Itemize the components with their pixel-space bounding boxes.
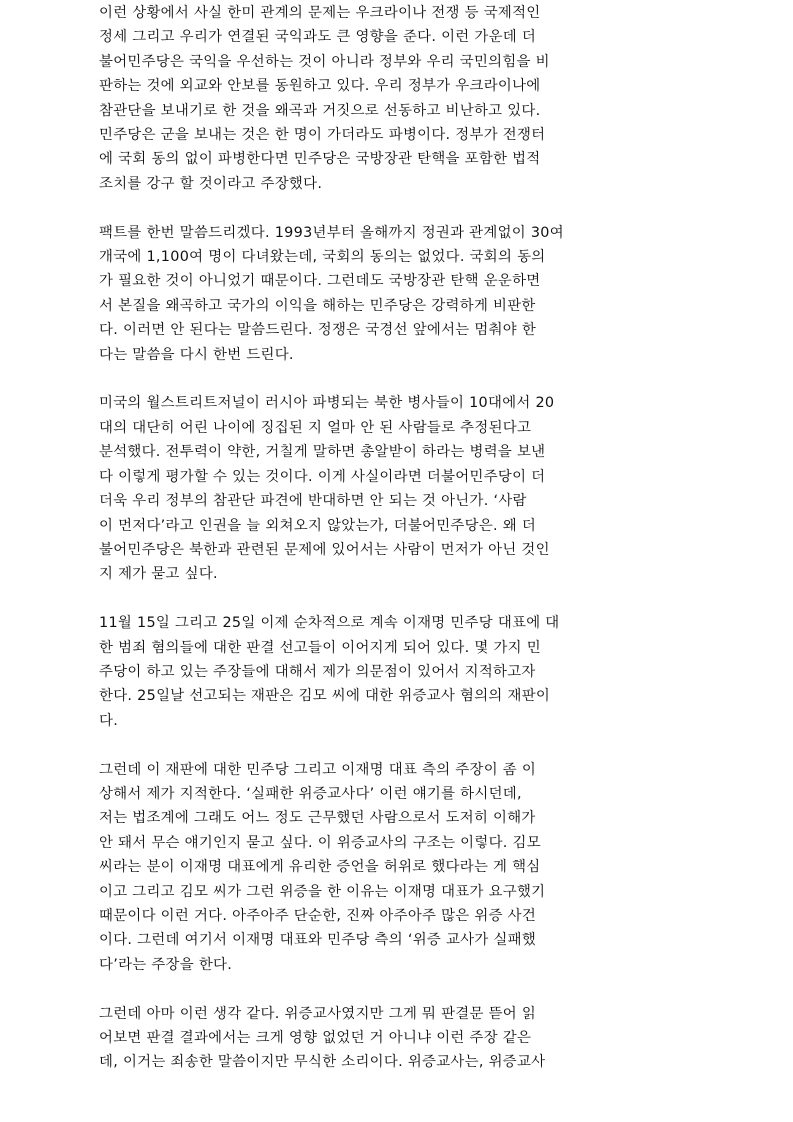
paragraph-1 <box>99 0 691 196</box>
paragraph-4 <box>99 611 691 733</box>
text-line: 데, 이거는 죄송한 말씀이지만 무식한 소리이다. 위증교사는, 위증교사 <box>99 1054 546 1071</box>
text-line: 다 이렇게 평가할 수 있는 것이다. 이게 사실이라면 더불어민주당이 더 <box>99 468 546 485</box>
text-line: 대의 대단히 어린 나이에 징집된 지 얼마 안 된 사람들로 추정된다고 <box>99 419 532 436</box>
paragraph-2 <box>99 221 691 367</box>
text-line: 주당이 하고 있는 주장들에 대해서 제가 의문점이 있어서 지적하고자 <box>99 663 536 680</box>
text-line: 다’라는 주장을 한다. <box>99 956 233 973</box>
text-line: 정세 그리고 우리가 연결된 국익과도 큰 영향을 준다. 이런 가운데 더 <box>99 29 537 46</box>
text-line: 그런데 아마 이런 생각 같다. 위증교사였지만 그게 뭐 판결문 뜯어 읽 <box>99 1005 537 1022</box>
text-line: 안 돼서 무슨 얘기인지 묻고 싶다. 이 위증교사의 구조는 이렇다. 김모 <box>99 834 541 851</box>
text-line: 이 먼저다’라고 인권을 늘 외쳐오지 않았는가, 더불어민주당은. 왜 더 <box>99 517 537 534</box>
text-line: 민주당은 군을 보내는 것은 한 명이 가더라도 파병이다. 정부가 전쟁터 <box>99 127 546 144</box>
text-line: 그런데 이 재판에 대한 민주당 그리고 이재명 대표 측의 주장이 좀 이 <box>99 761 537 778</box>
paragraph-3 <box>99 391 691 586</box>
text-line: 서 본질을 왜곡하고 국가의 이익을 해하는 민주당은 강력하게 비판한 <box>99 297 536 314</box>
text-line: 판하는 것에 외교와 안보를 동원하고 있다. 우리 정부가 우크라이나에 <box>99 78 541 95</box>
text-line: 이다. 그런데 여기서 이재명 대표와 민주당 측의 ‘위증 교사가 실패했 <box>99 932 537 949</box>
text-line: 가 필요한 것이 아니었기 때문이다. 그런데도 국방장관 탄핵 운운하면 <box>99 273 541 290</box>
text-line: 미국의 월스트리트저널이 러시아 파병되는 북한 병사들이 10대에서 20 <box>99 395 555 412</box>
text-line: 불어민주당은 북한과 관련된 문제에 있어서는 사람이 먼저가 아닌 것인 <box>99 541 550 558</box>
text-line: 분석했다. 전투력이 약한, 거칠게 말하면 총알받이 하라는 병력을 보낸 <box>99 444 546 461</box>
text-line: 어보면 판결 결과에서는 크게 영향 없었던 거 아니냐 이런 주장 같은 <box>99 1029 532 1046</box>
text-line: 저는 법조계에 그래도 어느 정도 근무했던 사람으로서 도저히 이해가 <box>99 810 536 827</box>
text-line: 지 제가 묻고 싶다. <box>99 566 218 583</box>
text-line: 상해서 제가 지적한다. ‘실패한 위증교사다’ 이런 얘기를 하시던데, <box>99 785 522 802</box>
text-line: 이고 그리고 김모 씨가 그런 위증을 한 이유는 이재명 대표가 요구했기 <box>99 883 546 900</box>
text-line: 개국에 1,100여 명이 다녀왔는데, 국회의 동의는 없었다. 국회의 동의 <box>99 249 546 266</box>
text-line: 한다. 25일날 선고되는 재판은 김모 씨에 대한 위증교사 혐의의 재판이 <box>99 688 551 705</box>
text-line: 이런 상황에서 사실 한미 관계의 문제는 우크라이나 전쟁 등 국제적인 <box>99 5 541 21</box>
paragraph-6 <box>99 1002 691 1075</box>
text-line: 참관단을 보내기로 한 것을 왜곡과 거짓으로 선동하고 비난하고 있다. <box>99 102 541 119</box>
text-line: 씨라는 분이 이재명 대표에게 유리한 증언을 허위로 했다라는 게 핵심 <box>99 859 541 876</box>
text-line: 팩트를 한번 말씀드리겠다. 1993년부터 올해까지 정권과 관계없이 30여 <box>99 224 564 241</box>
text-line: 다. <box>99 712 119 729</box>
paragraph-5 <box>99 758 691 978</box>
text-line: 더욱 우리 정부의 참관단 파견에 반대하면 안 되는 것 아닌가. ‘사람 <box>99 493 527 510</box>
text-line: 다는 말씀을 다시 한번 드린다. <box>99 346 294 363</box>
text-line: 다. 이러면 안 된다는 말씀드린다. 정쟁은 국경선 앞에서는 멈춰야 한 <box>99 322 537 339</box>
text-line: 에 국회 동의 없이 파병한다면 민주당은 국방장관 탄핵을 포함한 법적 <box>99 151 541 168</box>
text-line: 한 범죄 혐의들에 대한 판결 선고들이 이어지게 되어 있다. 몇 가지 민 <box>99 639 541 656</box>
text-line: 때문이다 이런 거다. 아주아주 단순한, 진짜 아주아주 많은 위증 사건 <box>99 907 537 924</box>
document-page <box>99 0 691 1099</box>
text-line: 11월 15일 그리고 25일 이제 순차적으로 계속 이재명 민주당 대표에 대 <box>99 615 560 632</box>
text-line: 불어민주당은 국익을 우선하는 것이 아니라 정부와 우리 국민의힘을 비 <box>99 53 550 70</box>
text-line: 조치를 강구 할 것이라고 주장했다. <box>99 175 323 192</box>
